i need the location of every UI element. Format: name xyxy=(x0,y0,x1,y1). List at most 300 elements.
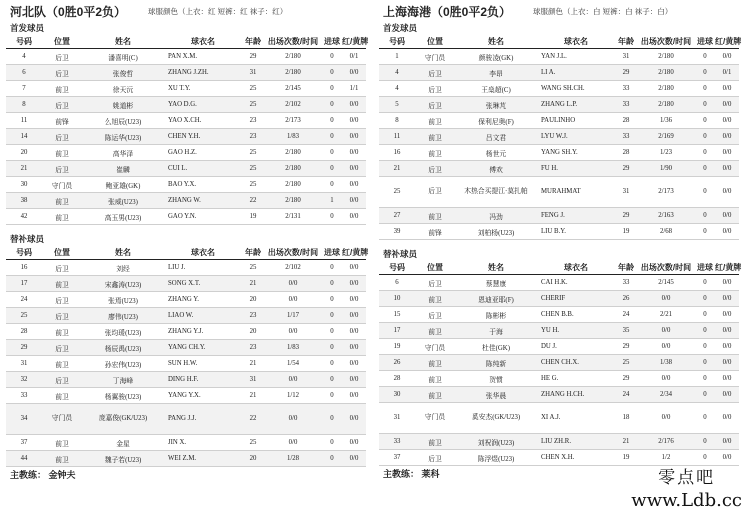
player-age: 29 xyxy=(249,53,257,60)
player-name: 杨世元 xyxy=(485,150,507,158)
player-apps-minutes: 2/173 xyxy=(285,117,301,124)
player-age: 22 xyxy=(249,415,257,422)
player-cards: 0/0 xyxy=(722,149,732,156)
player-row xyxy=(379,81,739,97)
player-number: 17 xyxy=(393,327,401,334)
player-apps-minutes: 1/38 xyxy=(659,359,673,366)
player-cards: 0/0 xyxy=(722,359,732,366)
player-apps-minutes: 2/145 xyxy=(658,279,674,286)
col-header-name: 姓名 xyxy=(115,37,131,46)
player-age: 35 xyxy=(622,327,630,334)
player-name: 张威(U23) xyxy=(108,198,138,206)
player-name: 恩迪亚耶(F) xyxy=(478,296,514,304)
player-number: 19 xyxy=(393,343,401,350)
player-goals: 0 xyxy=(330,101,334,108)
col-header-shirt-name: 球衣名 xyxy=(564,263,588,272)
kit-colors: 球服颜色（上衣：白 短裤：白 袜子：白） xyxy=(533,6,673,16)
player-row xyxy=(6,209,366,225)
player-position: 前卫 xyxy=(428,296,442,304)
player-name: 徐天沅 xyxy=(112,86,134,94)
player-apps-minutes: 2/34 xyxy=(659,391,673,398)
player-name: 刘祝润(U23) xyxy=(477,439,515,447)
col-header-apps-minutes: 出场次数/时间 xyxy=(267,37,319,46)
player-cards: 0/0 xyxy=(722,133,732,140)
player-age: 25 xyxy=(249,181,257,188)
player-shirt-name: PAULINHO xyxy=(541,117,576,124)
player-goals: 0 xyxy=(330,455,334,462)
player-row xyxy=(6,340,366,356)
player-goals: 0 xyxy=(703,295,707,302)
player-goals: 0 xyxy=(330,415,334,422)
player-age: 25 xyxy=(249,85,257,92)
player-name: 杜佳(GK) xyxy=(482,344,510,352)
player-name: 木热合买提江·莫扎帕 xyxy=(464,188,528,195)
player-cards: 1/1 xyxy=(349,85,359,92)
player-age: 25 xyxy=(249,264,257,271)
player-shirt-name: CHEN Y.H. xyxy=(168,133,201,140)
player-number: 7 xyxy=(22,85,26,92)
player-apps-minutes: 0/0 xyxy=(661,414,671,421)
col-header-shirt-name: 球衣名 xyxy=(191,37,215,46)
player-apps-minutes: 2/180 xyxy=(658,53,674,60)
col-header-apps-minutes: 出场次数/时间 xyxy=(640,37,692,46)
team-header xyxy=(379,0,739,22)
player-number: 30 xyxy=(20,181,28,188)
col-header-number: 号码 xyxy=(16,248,32,257)
player-name: 傅欢 xyxy=(489,166,503,174)
player-row xyxy=(379,97,739,113)
player-goals: 0 xyxy=(330,181,334,188)
player-row xyxy=(379,371,739,387)
player-age: 24 xyxy=(622,391,630,398)
player-age: 23 xyxy=(249,133,257,140)
player-age: 25 xyxy=(249,149,257,156)
player-cards: 0/0 xyxy=(722,375,732,382)
player-position: 后卫 xyxy=(55,54,69,62)
player-name: 刘经 xyxy=(116,265,130,273)
player-number: 20 xyxy=(20,149,28,156)
player-name: 保利尼奥(F) xyxy=(478,118,514,126)
player-goals: 0 xyxy=(703,391,707,398)
player-cards: 0/0 xyxy=(722,391,732,398)
player-apps-minutes: 1/36 xyxy=(659,117,673,124)
player-shirt-name: LIAO W. xyxy=(168,312,194,319)
player-age: 29 xyxy=(622,165,630,172)
player-shirt-name: GAO Y.N. xyxy=(168,213,197,220)
player-name: 潘喜明(C) xyxy=(108,54,138,62)
col-header-shirt-name: 球衣名 xyxy=(191,248,215,257)
player-row xyxy=(6,260,366,276)
player-name: 杨辰禹(U23) xyxy=(104,345,142,353)
player-row xyxy=(379,161,739,177)
player-position: 后卫 xyxy=(55,166,69,174)
left-team-panel xyxy=(6,0,369,483)
player-shirt-name: CHEN X.H. xyxy=(541,454,575,461)
col-header-goals: 进球 xyxy=(324,248,340,257)
player-position: 后卫 xyxy=(55,102,69,110)
player-number: 37 xyxy=(20,439,28,446)
player-position: 前卫 xyxy=(55,150,69,158)
player-apps-minutes: 1/17 xyxy=(286,312,300,319)
player-name: 于海 xyxy=(489,328,503,336)
col-header-name: 姓名 xyxy=(115,248,131,257)
player-number: 6 xyxy=(395,279,399,286)
player-row xyxy=(6,193,366,209)
player-goals: 0 xyxy=(703,101,707,108)
player-number: 15 xyxy=(393,311,401,318)
player-row xyxy=(379,307,739,323)
player-apps-minutes: 2/21 xyxy=(659,311,673,318)
player-number: 6 xyxy=(22,69,26,76)
player-apps-minutes: 2/68 xyxy=(659,228,673,235)
player-age: 19 xyxy=(622,454,630,461)
player-goals: 0 xyxy=(330,213,334,220)
team-name: 上海海港（0胜0平2负） xyxy=(383,4,512,19)
player-number: 25 xyxy=(393,188,401,195)
player-cards: 0/0 xyxy=(349,312,359,319)
player-apps-minutes: 1/90 xyxy=(659,165,673,172)
player-position: 前卫 xyxy=(55,393,69,401)
player-goals: 0 xyxy=(703,165,707,172)
player-goals: 0 xyxy=(330,53,334,60)
player-position: 前卫 xyxy=(428,360,442,368)
player-goals: 0 xyxy=(703,133,707,140)
player-shirt-name: CAI H.K. xyxy=(541,279,568,286)
player-row xyxy=(6,404,366,435)
player-row xyxy=(6,113,366,129)
player-age: 20 xyxy=(249,455,257,462)
player-cards: 0/0 xyxy=(349,415,359,422)
player-age: 18 xyxy=(622,414,630,421)
player-shirt-name: GAO H.Z. xyxy=(168,149,197,156)
player-apps-minutes: 1/2 xyxy=(661,454,671,461)
player-position: 后卫 xyxy=(428,455,442,463)
player-position: 后卫 xyxy=(428,102,442,110)
player-apps-minutes: 0/0 xyxy=(288,439,298,446)
player-goals: 0 xyxy=(703,212,707,219)
player-shirt-name: YANG Y.X. xyxy=(168,392,201,399)
player-row xyxy=(6,388,366,404)
player-row xyxy=(6,356,366,372)
player-position: 后卫 xyxy=(428,166,442,174)
col-header-name: 姓名 xyxy=(488,37,504,46)
player-name: 宋鑫涛(U23) xyxy=(104,281,142,289)
player-number: 17 xyxy=(20,280,28,287)
player-position: 守门员 xyxy=(51,182,73,190)
head-coach: 主教练： 莱科 xyxy=(383,469,440,479)
col-header-position: 位置 xyxy=(427,37,443,46)
player-position: 前卫 xyxy=(55,456,69,464)
player-shirt-name: YANG CH.Y. xyxy=(168,344,206,351)
subs-table xyxy=(379,261,742,466)
player-apps-minutes: 0/0 xyxy=(661,343,671,350)
player-position: 前锋 xyxy=(428,229,442,237)
player-position: 守门员 xyxy=(51,415,73,422)
player-apps-minutes: 1/83 xyxy=(286,133,300,140)
player-position: 前卫 xyxy=(428,439,442,447)
player-row xyxy=(6,372,366,388)
player-age: 23 xyxy=(249,117,257,124)
player-cards: 0/0 xyxy=(349,455,359,462)
player-position: 前卫 xyxy=(428,150,442,158)
player-goals: 0 xyxy=(703,311,707,318)
player-row xyxy=(379,145,739,161)
player-apps-minutes: 2/145 xyxy=(285,85,301,92)
subs-title: 替补球员 xyxy=(383,249,418,259)
player-age: 19 xyxy=(249,213,257,220)
player-apps-minutes: 2/180 xyxy=(658,85,674,92)
player-name: 陈运华(U23) xyxy=(104,134,142,142)
player-apps-minutes: 0/0 xyxy=(661,327,671,334)
player-age: 31 xyxy=(249,376,257,383)
player-name: 庞嘉俊(GK/U23) xyxy=(98,415,148,422)
col-header-goals: 进球 xyxy=(324,37,340,46)
player-goals: 0 xyxy=(703,375,707,382)
player-name: 蔡慧康 xyxy=(485,280,507,288)
player-position: 后卫 xyxy=(55,297,69,305)
player-number: 1 xyxy=(395,53,399,60)
player-position: 前卫 xyxy=(428,328,442,336)
player-apps-minutes: 2/173 xyxy=(658,188,674,195)
player-shirt-name: YANG SH.Y. xyxy=(541,149,578,156)
player-goals: 0 xyxy=(330,69,334,76)
player-row xyxy=(379,275,739,291)
player-cards: 0/0 xyxy=(722,438,732,445)
player-cards: 0/0 xyxy=(722,101,732,108)
player-age: 31 xyxy=(622,188,630,195)
player-position: 前卫 xyxy=(55,214,69,222)
player-goals: 0 xyxy=(330,133,334,140)
player-shirt-name: YAO X.CH. xyxy=(168,117,202,124)
player-shirt-name: FU H. xyxy=(541,165,558,172)
player-goals: 0 xyxy=(330,360,334,367)
player-shirt-name: CUI L. xyxy=(168,165,188,172)
col-header-number: 号码 xyxy=(389,37,405,46)
player-number: 24 xyxy=(20,296,28,303)
player-number: 14 xyxy=(20,133,28,140)
player-position: 前卫 xyxy=(55,329,69,337)
player-name: 陈纯新 xyxy=(485,360,507,368)
player-cards: 0/0 xyxy=(722,228,732,235)
player-shirt-name: YAO D.G. xyxy=(168,101,197,108)
player-row xyxy=(6,65,366,81)
player-position: 前卫 xyxy=(55,281,69,289)
player-age: 22 xyxy=(249,197,257,204)
player-apps-minutes: 2/163 xyxy=(658,212,674,219)
player-goals: 0 xyxy=(703,228,707,235)
player-name: 张华晨 xyxy=(485,392,507,400)
player-position: 后卫 xyxy=(428,312,442,320)
player-row xyxy=(6,97,366,113)
col-header-cards: 红/黄牌 xyxy=(715,37,742,46)
player-shirt-name: PAN X.M. xyxy=(168,53,198,60)
player-goals: 0 xyxy=(703,414,707,421)
player-cards: 0/0 xyxy=(349,165,359,172)
player-row xyxy=(6,145,366,161)
player-shirt-name: ZHANG J.ZH. xyxy=(168,69,209,76)
player-position: 后卫 xyxy=(55,345,69,353)
player-number: 21 xyxy=(20,165,28,172)
player-goals: 0 xyxy=(703,343,707,350)
player-shirt-name: DU J. xyxy=(541,343,557,350)
player-shirt-name: FENG J. xyxy=(541,212,565,219)
player-row xyxy=(379,403,739,434)
player-name: 崔麟 xyxy=(116,166,130,174)
player-shirt-name: XU T.Y. xyxy=(168,85,191,92)
player-number: 44 xyxy=(20,455,28,462)
player-apps-minutes: 2/180 xyxy=(658,101,674,108)
player-cards: 0/0 xyxy=(722,295,732,302)
player-cards: 0/0 xyxy=(722,454,732,461)
player-goals: 0 xyxy=(330,264,334,271)
watermark-url: www.Ldb.cc xyxy=(631,490,742,511)
player-position: 后卫 xyxy=(55,377,69,385)
player-age: 33 xyxy=(622,279,630,286)
watermark-logo-text: 零点吧 xyxy=(658,468,716,488)
player-apps-minutes: 2/180 xyxy=(285,149,301,156)
player-shirt-name: SUN H.W. xyxy=(168,360,198,367)
player-apps-minutes: 2/102 xyxy=(285,101,301,108)
player-goals: 0 xyxy=(330,85,334,92)
player-number: 16 xyxy=(20,264,28,271)
player-cards: 0/0 xyxy=(349,264,359,271)
col-header-cards: 红/黄牌 xyxy=(342,248,369,257)
col-header-age: 年龄 xyxy=(245,248,261,257)
player-apps-minutes: 0/0 xyxy=(288,328,298,335)
player-goals: 0 xyxy=(703,117,707,124)
player-shirt-name: LIU ZH.R. xyxy=(541,438,572,445)
player-shirt-name: BAO Y.X. xyxy=(168,181,197,188)
player-number: 26 xyxy=(393,359,401,366)
player-shirt-name: JIN X. xyxy=(168,439,187,446)
player-goals: 0 xyxy=(703,438,707,445)
player-row xyxy=(6,177,366,193)
player-row xyxy=(379,434,739,450)
player-goals: 1 xyxy=(330,197,334,204)
player-position: 后卫 xyxy=(55,313,69,321)
player-cards: 0/0 xyxy=(722,85,732,92)
player-number: 31 xyxy=(20,360,28,367)
col-header-name: 姓名 xyxy=(488,263,504,272)
player-name: 李昂 xyxy=(489,70,503,78)
player-row xyxy=(6,49,366,65)
player-number: 11 xyxy=(393,133,401,140)
player-cards: 0/1 xyxy=(349,53,359,60)
player-name: 姚道彬 xyxy=(112,102,134,110)
col-header-position: 位置 xyxy=(54,248,70,257)
player-name: 吕文君 xyxy=(485,134,507,142)
player-goals: 0 xyxy=(330,392,334,399)
player-number: 11 xyxy=(20,117,28,124)
player-apps-minutes: 2/102 xyxy=(285,264,301,271)
col-header-age: 年龄 xyxy=(618,263,634,272)
player-apps-minutes: 1/28 xyxy=(286,455,300,462)
player-goals: 0 xyxy=(703,327,707,334)
player-shirt-name: LI A. xyxy=(541,69,556,76)
player-age: 25 xyxy=(249,439,257,446)
player-position: 前卫 xyxy=(55,86,69,94)
subs-table xyxy=(6,246,369,467)
player-cards: 0/0 xyxy=(722,343,732,350)
player-cards: 0/0 xyxy=(349,181,359,188)
player-cards: 0/0 xyxy=(349,296,359,303)
player-shirt-name: CHEN B.B. xyxy=(541,311,574,318)
player-apps-minutes: 2/180 xyxy=(658,69,674,76)
player-shirt-name: MURAHMAT xyxy=(541,188,581,195)
player-shirt-name: CHERIF xyxy=(541,295,566,302)
player-apps-minutes: 2/180 xyxy=(285,165,301,172)
player-position: 后卫 xyxy=(55,265,69,273)
player-name: 么旭辰(U23) xyxy=(104,118,142,126)
player-name: 张琳芃 xyxy=(485,102,507,110)
player-position: 前卫 xyxy=(428,213,442,221)
site-watermark xyxy=(631,463,742,511)
team-header xyxy=(6,0,366,22)
player-apps-minutes: 2/180 xyxy=(285,53,301,60)
player-position: 前卫 xyxy=(428,118,442,126)
player-row xyxy=(6,451,366,467)
player-row xyxy=(6,129,366,145)
player-apps-minutes: 2/131 xyxy=(285,213,301,220)
player-age: 21 xyxy=(249,280,257,287)
starters-title: 首发球员 xyxy=(383,23,418,33)
player-position: 前卫 xyxy=(55,440,69,448)
player-position: 后卫 xyxy=(428,86,442,94)
player-apps-minutes: 0/0 xyxy=(661,375,671,382)
player-age: 33 xyxy=(622,85,630,92)
player-row xyxy=(6,292,366,308)
player-age: 29 xyxy=(622,343,630,350)
player-apps-minutes: 1/12 xyxy=(286,392,300,399)
player-row xyxy=(6,308,366,324)
player-number: 32 xyxy=(20,376,28,383)
col-header-cards: 红/黄牌 xyxy=(342,37,369,46)
player-row xyxy=(379,208,739,224)
player-number: 8 xyxy=(395,117,399,124)
player-cards: 0/0 xyxy=(349,69,359,76)
player-name: 奚安杰(GK/U23) xyxy=(471,414,521,421)
player-name: 高玉男(U23) xyxy=(104,214,142,222)
player-apps-minutes: 0/0 xyxy=(288,296,298,303)
player-age: 23 xyxy=(249,312,257,319)
player-cards: 0/0 xyxy=(722,279,732,286)
player-name: 冯劲 xyxy=(489,213,503,221)
player-name: 廖伟(U23) xyxy=(108,313,138,321)
col-header-age: 年龄 xyxy=(245,37,261,46)
player-age: 25 xyxy=(249,165,257,172)
player-number: 8 xyxy=(22,101,26,108)
player-number: 16 xyxy=(393,149,401,156)
player-cards: 0/0 xyxy=(722,212,732,219)
player-apps-minutes: 2/176 xyxy=(658,438,674,445)
player-cards: 0/0 xyxy=(349,149,359,156)
player-age: 29 xyxy=(622,69,630,76)
player-shirt-name: LIU B.Y. xyxy=(541,228,566,235)
player-age: 19 xyxy=(622,228,630,235)
player-number: 30 xyxy=(393,391,401,398)
player-position: 前卫 xyxy=(55,198,69,206)
player-apps-minutes: 1/83 xyxy=(286,344,300,351)
player-cards: 0/0 xyxy=(722,117,732,124)
player-name: 颜骏凌(GK) xyxy=(478,54,514,62)
player-row xyxy=(379,129,739,145)
player-age: 21 xyxy=(249,360,257,367)
player-age: 20 xyxy=(249,328,257,335)
player-position: 前卫 xyxy=(428,134,442,142)
player-apps-minutes: 2/180 xyxy=(285,69,301,76)
player-goals: 0 xyxy=(703,85,707,92)
player-cards: 0/0 xyxy=(349,117,359,124)
